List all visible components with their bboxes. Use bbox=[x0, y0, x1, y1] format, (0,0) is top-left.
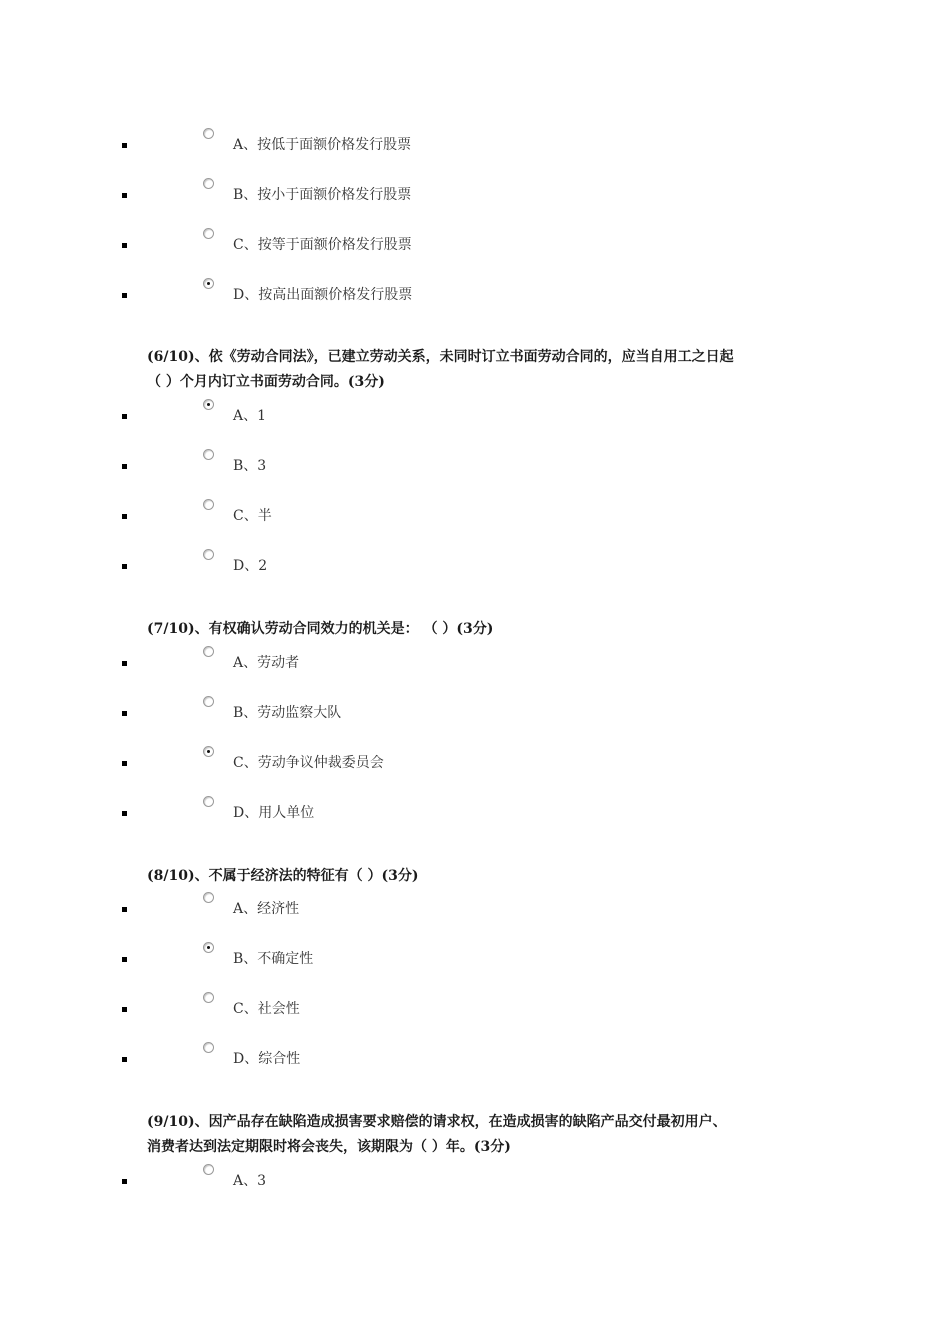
option-label: A、1 bbox=[233, 408, 267, 424]
option-row bbox=[0, 702, 950, 726]
option-row bbox=[0, 752, 950, 776]
radio-button-checked-icon[interactable] bbox=[203, 942, 214, 953]
option-row bbox=[0, 802, 950, 826]
bullet-icon bbox=[122, 907, 127, 912]
radio-button-checked-icon[interactable] bbox=[203, 278, 214, 289]
bullet-icon bbox=[122, 564, 127, 569]
option-row bbox=[0, 505, 950, 529]
option-label: C、半 bbox=[233, 508, 272, 524]
option-row bbox=[0, 184, 950, 208]
bullet-icon bbox=[122, 957, 127, 962]
bullet-icon bbox=[122, 811, 127, 816]
question-text-line-1: (6/10)、依《劳动合同法》，已建立劳动关系，未同时订立书面劳动合同的，应当自用工之日起 bbox=[147, 349, 734, 365]
option-label: D、按高出面额价格发行股票 bbox=[233, 287, 413, 303]
radio-button-icon[interactable] bbox=[203, 892, 214, 903]
radio-button-icon[interactable] bbox=[203, 128, 214, 139]
option-label: C、按等于面额价格发行股票 bbox=[233, 237, 412, 253]
question-text-line-2: （ ）个月内订立书面劳动合同。(3分) bbox=[147, 374, 385, 390]
option-label: A、劳动者 bbox=[233, 655, 300, 671]
option-label: C、劳动争议仲裁委员会 bbox=[233, 755, 384, 771]
bullet-icon bbox=[122, 514, 127, 519]
option-row bbox=[0, 555, 950, 579]
option-label: B、3 bbox=[233, 458, 267, 474]
bullet-icon bbox=[122, 293, 127, 298]
bullet-icon bbox=[122, 143, 127, 148]
option-row bbox=[0, 898, 950, 922]
radio-button-icon[interactable] bbox=[203, 646, 214, 657]
bullet-icon bbox=[122, 661, 127, 666]
bullet-icon bbox=[122, 1179, 127, 1184]
option-label: A、3 bbox=[233, 1173, 267, 1189]
option-row bbox=[0, 405, 950, 429]
option-row bbox=[0, 998, 950, 1022]
option-label: D、2 bbox=[233, 558, 268, 574]
bullet-icon bbox=[122, 193, 127, 198]
question-text-line-2: 消费者达到法定期限时将会丧失，该期限为（ ）年。(3分) bbox=[147, 1139, 511, 1155]
radio-button-icon[interactable] bbox=[203, 499, 214, 510]
question-title bbox=[147, 345, 827, 395]
question-text-line-1: (7/10)、有权确认劳动合同效力的机关是： （ ）(3分) bbox=[147, 621, 494, 637]
radio-button-checked-icon[interactable] bbox=[203, 746, 214, 757]
option-label: A、按低于面额价格发行股票 bbox=[233, 137, 412, 153]
radio-button-icon[interactable] bbox=[203, 1042, 214, 1053]
bullet-icon bbox=[122, 414, 127, 419]
radio-button-icon[interactable] bbox=[203, 449, 214, 460]
question-text-line-1: (8/10)、不属于经济法的特征有（ ）(3分) bbox=[147, 868, 419, 884]
option-row bbox=[0, 652, 950, 676]
radio-button-icon[interactable] bbox=[203, 992, 214, 1003]
option-row bbox=[0, 455, 950, 479]
option-row bbox=[0, 234, 950, 258]
question-title bbox=[147, 1110, 827, 1160]
radio-button-icon[interactable] bbox=[203, 796, 214, 807]
radio-button-icon[interactable] bbox=[203, 178, 214, 189]
option-label: A、经济性 bbox=[233, 901, 300, 917]
radio-button-icon[interactable] bbox=[203, 549, 214, 560]
question-text-line-1: (9/10)、因产品存在缺陷造成损害要求赔偿的请求权，在造成损害的缺陷产品交付最初用户、 bbox=[147, 1114, 727, 1130]
option-row bbox=[0, 948, 950, 972]
radio-button-icon[interactable] bbox=[203, 228, 214, 239]
option-label: B、劳动监察大队 bbox=[233, 705, 342, 721]
option-label: B、不确定性 bbox=[233, 951, 314, 967]
bullet-icon bbox=[122, 243, 127, 248]
radio-button-icon[interactable] bbox=[203, 696, 214, 707]
question-title bbox=[147, 617, 827, 642]
question-title bbox=[147, 864, 827, 889]
bullet-icon bbox=[122, 711, 127, 716]
option-label: B、按小于面额价格发行股票 bbox=[233, 187, 412, 203]
option-label: D、综合性 bbox=[233, 1051, 301, 1067]
option-row bbox=[0, 134, 950, 158]
bullet-icon bbox=[122, 1057, 127, 1062]
bullet-icon bbox=[122, 761, 127, 766]
option-label: D、用人单位 bbox=[233, 805, 315, 821]
option-label: C、社会性 bbox=[233, 1001, 300, 1017]
bullet-icon bbox=[122, 1007, 127, 1012]
radio-button-checked-icon[interactable] bbox=[203, 399, 214, 410]
option-row bbox=[0, 284, 950, 308]
bullet-icon bbox=[122, 464, 127, 469]
option-row bbox=[0, 1048, 950, 1072]
option-row bbox=[0, 1170, 950, 1194]
radio-button-icon[interactable] bbox=[203, 1164, 214, 1175]
